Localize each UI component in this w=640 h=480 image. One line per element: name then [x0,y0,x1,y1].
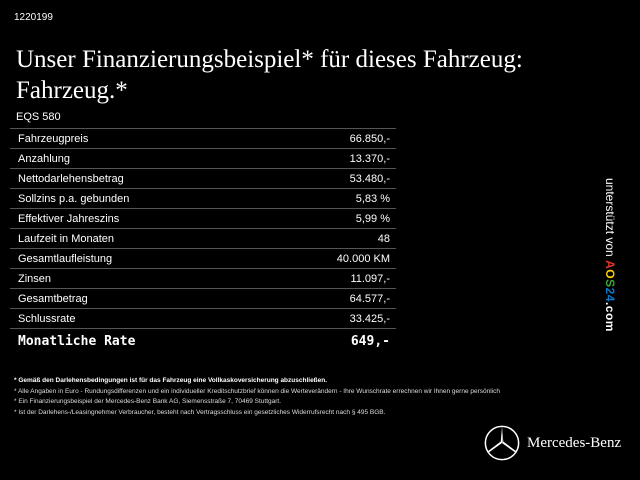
row-label: Zinsen [18,272,52,285]
row-label: Gesamtbetrag [18,292,88,305]
total-value: 649,- [350,333,390,349]
row-value: 5,99 % [355,212,390,225]
table-row [10,149,396,169]
table-row [10,249,396,269]
table-row [10,129,396,149]
sponsor-credit [598,178,622,354]
table-row [10,269,396,289]
footnote: * Ist der Darlehens-/Leasingnehmer Verbraucher, besteht nach Vertragsschluss ein gesetzliches Widerrufsrecht nach § 495 BGB. [14,408,386,416]
table-row [10,229,396,249]
sponsor-prefix: unterstützt von [603,178,617,257]
row-label: Gesamtlaufleistung [18,252,113,265]
brand-part: A [603,260,617,270]
row-label: Nettodarlehensbetrag [18,172,124,185]
row-value: 48 [377,232,390,245]
brand-part: O [603,269,617,280]
row-label: Sollzins p.a. gebunden [18,192,130,205]
table-row [10,209,396,229]
footnote: * Ein Finanzierungsbeispiel der Mercedes-Benz Bank AG, Siemensstraße 7, 70469 Stuttgart. [14,398,282,405]
table-row [10,289,396,309]
footnote: * Alle Angaben in Euro - Rundungsdifferenzen und ein individueller Kreditschutzbrief können die Werteverändern - Ihre Wunschrate errechnen wir Ihnen gerne persönlich [14,387,500,395]
row-label: Fahrzeugpreis [18,132,89,145]
brand-logo [483,424,621,462]
sponsor-brand [603,260,617,332]
row-value: 11.097,- [350,272,390,285]
total-row [10,329,396,353]
row-value: 64.577,- [349,292,390,305]
row-label: Schlussrate [18,312,76,325]
row-value: 40.000 KM [336,252,390,265]
table-row [10,189,396,209]
mercedes-star-icon [483,424,521,462]
row-value: 5,83 % [355,192,390,205]
row-value: 66.850,- [349,132,390,145]
footnotes [14,376,624,418]
brand-part: .com [603,301,617,332]
row-label: Effektiver Jahreszins [18,212,120,225]
table-row [10,169,396,189]
finance-table [10,128,396,353]
vehicle-model: EQS 580 [16,111,61,123]
total-label: Monatliche Rate [18,333,136,349]
brand-part: S [603,279,617,288]
row-value: 33.425,- [349,312,390,325]
page-title: Unser Finanzierungsbeispiel* für dieses Fahrzeug: Fahrzeug.* [16,46,523,104]
brand-name: Mercedes-Benz [527,434,622,451]
row-value: 13.370,- [349,152,390,165]
footnote: * Gemäß den Darlehensbedingungen ist für das Fahrzeug eine Vollkaskoversicherung abzuschließen. [14,377,328,384]
brand-part: 24 [603,287,617,302]
reference-number: 1220199 [14,12,53,23]
row-value: 53.480,- [349,172,390,185]
table-row [10,309,396,329]
row-label: Anzahlung [18,152,70,165]
row-label: Laufzeit in Monaten [18,232,115,245]
